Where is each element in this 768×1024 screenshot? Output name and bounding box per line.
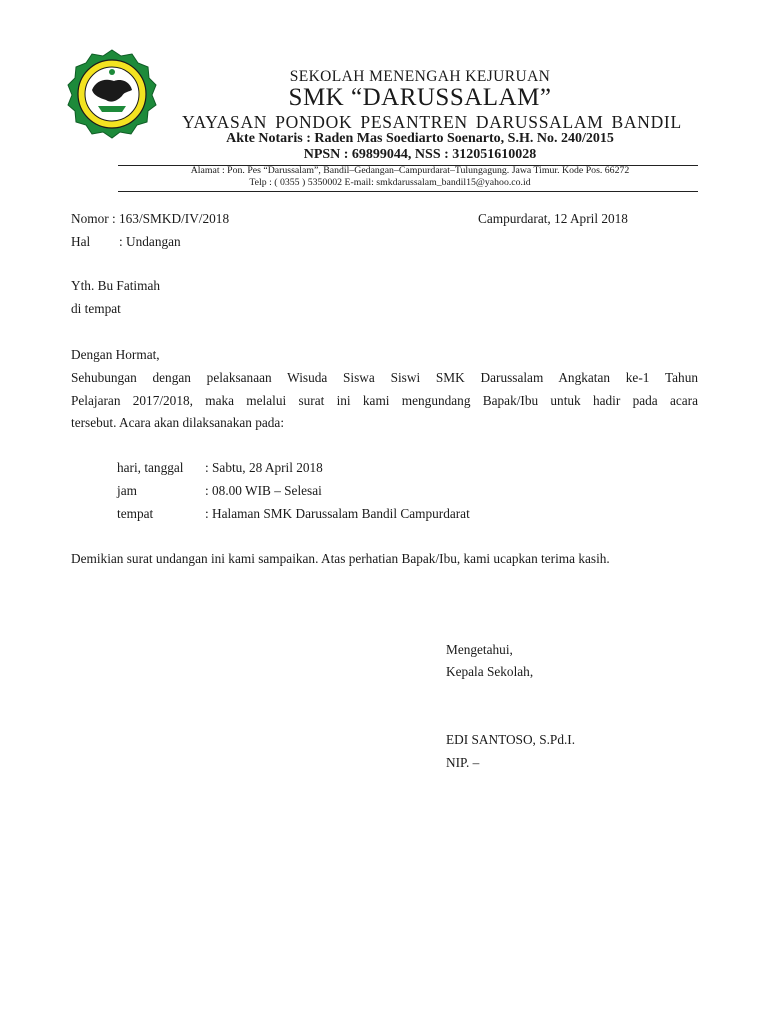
signature-nip: NIP. – — [446, 755, 480, 770]
letterhead-address: Alamat : Pon. Pes “Darussalam”, Bandil–Gedangan–Campurdarat–Tulungagung. Jawa Timur. Kode Pos. 66272 — [190, 165, 630, 176]
letter-number: Nomor : 163/SMKD/IV/2018 — [71, 211, 230, 226]
detail-value-date: : Sabtu, 28 April 2018 — [205, 460, 323, 475]
detail-label-time: jam — [117, 483, 137, 498]
signature-intro: Mengetahui, — [446, 642, 513, 657]
detail-label-place: tempat — [117, 506, 154, 521]
letterhead-school-type: SEKOLAH MENENGAH KEJURUAN — [289, 68, 551, 85]
body-line-1: Sehubungan dengan pelaksanaan Wisuda Siswa Siswi SMK Darussalam Angkatan ke-1 Tahun — [71, 370, 698, 385]
recipient-name: Yth. Bu Fatimah — [71, 278, 161, 293]
body-line-2: Pelajaran 2017/2018, maka melalui surat ini kami mengundang Bapak/Ibu untuk hadir pada acara — [71, 393, 698, 408]
subject-label: Hal — [71, 234, 91, 249]
signature-name: EDI SANTOSO, S.Pd.I. — [446, 732, 576, 747]
letterhead-contact: Telp : ( 0355 ) 5350002 E-mail: smkdarussalam_bandil15@yahoo.co.id — [249, 177, 531, 188]
subject-value: : Undangan — [119, 234, 181, 249]
detail-label-date: hari, tanggal — [117, 460, 184, 475]
letterhead-foundation: YAYASAN PONDOK PESANTREN DARUSSALAM BANDIL — [182, 112, 682, 132]
greeting: Dengan Hormat, — [71, 347, 160, 362]
letterhead-school-name: SMK “DARUSSALAM” — [288, 84, 552, 111]
letterhead-rule-bottom — [118, 191, 698, 192]
school-logo-emblem — [66, 48, 158, 140]
letterhead-notary: Akte Notaris : Raden Mas Soediarto Soenarto, S.H. No. 240/2015 — [226, 131, 614, 146]
closing-paragraph: Demikian surat undangan ini kami sampaikan. Atas perhatian Bapak/Ibu, kami ucapkan terima kasih. — [71, 551, 610, 566]
body-line-3: tersebut. Acara akan dilaksanakan pada: — [71, 415, 285, 430]
letterhead-npsn: NPSN : 69899044, NSS : 312051610028 — [303, 147, 537, 162]
detail-value-time: : 08.00 WIB – Selesai — [205, 483, 322, 498]
signature-role: Kepala Sekolah, — [446, 664, 534, 679]
letter-date: Campurdarat, 12 April 2018 — [478, 211, 628, 226]
recipient-place: di tempat — [71, 301, 121, 316]
detail-value-place: : Halaman SMK Darussalam Bandil Campurdarat — [205, 506, 470, 521]
